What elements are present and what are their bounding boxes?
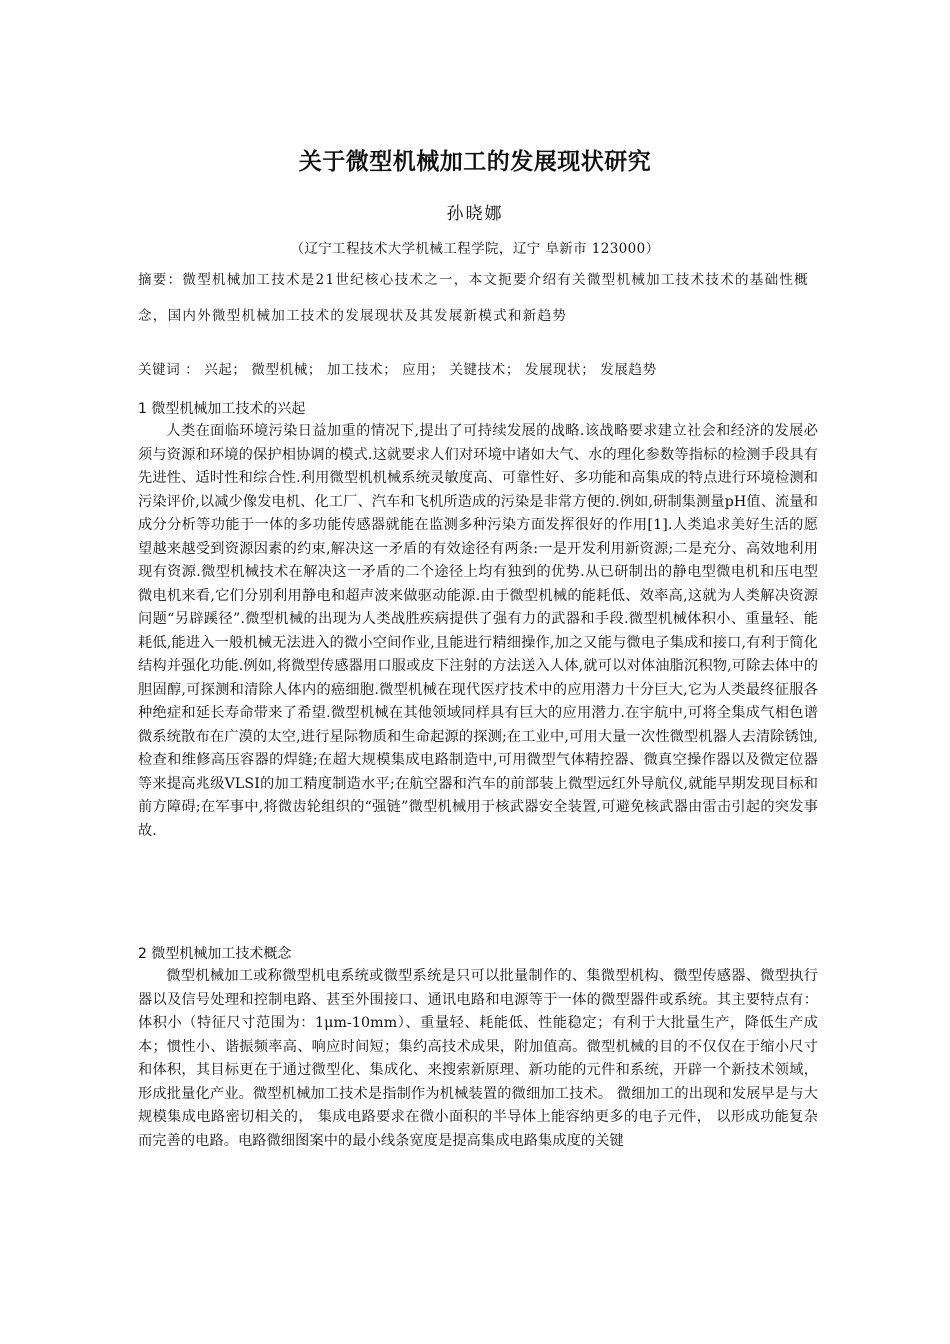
author-affiliation: （辽宁工程技术大学机械工程学院，辽宁 阜新市 123000）: [290, 241, 660, 257]
keyword: 加工技术；: [326, 362, 398, 378]
section-heading: 1 微型机械加工技术的兴起: [138, 401, 306, 417]
section-body: 人类在面临环境污染日益加重的情况下,提出了可持续发展的战略.该战略要求建立社会和经济的发展必须与资源和环境的保护相协调的模式.这就要求人们对环境中诸如大气、水的理化参数等指标的检测手段具有先进性、适时性和综合性.利用微型机机械系统灵敏度高、可靠性好、多功能和高集成的特点进行环境检测和污染评价,以减少像发电机、化工厂、汽车和飞机所造成的污染是非常方便的.例如,研制集测量pH值、流量和成分分析等功能于一体的多功能传感器就能在监测多种污染方面发挥很好的作用[1].人类追求美好生活的愿望越来越受到资源因素的约束,解决这一矛盾的有效途径有两条:一是开发利用新资源;二是充分、高效地利用现有资源.微型机械技术在解决这一矛盾的二个途径上均有独到的优势.从已研制出的静电型微电机和压电型微电机来看,它们分别利用静电和超声波来做驱动能源.由于微型机械的能耗低、效率高,这就为人类解决资源问题“另辟蹊径”.微型机械的出现为人类战胜疾病提供了强有力的武器和手段.微型机械体积小、重量轻、能耗低,能进入一般机械无法进入的微小空间作业,且能进行精细操作,加之又能与微电子集成和接口,有利于简化结构并强化功能.例如,将微型传感器用口服或皮下注射的方法送入人体,就可以对体油脂沉积物,可除去体中的胆固醇,可探测和清除人体内的癌细胞.微型机械在现代医疗技术中的应用潜力十分巨大,它为人类最终征服各种绝症和延长寿命带来了希望.微型机械在其他领域同样具有巨大的应用潜力.在宇航中,可将全集成气相色谱微系统散布在广漠的太空,进行星际物质和生命起源的探测;在工业中,可用大量一次性微型机器人去清除锈蚀,检查和维修高压容器的焊缝;在超大规模集成电路制造中,可用微型气体精控器、微真空操作器以及微定位器等来提高兆级VLSI的加工精度制造水平;在航空器和汽车的前部装上微型远红外导航仪,就能早期发现目标和前方障碍;在军事中,将微齿轮组织的“强链”微型机械用于核武器安全装置,可避免核武器由雷击引起的突发事故.: [138, 423, 818, 839]
keyword: 发展趋势: [600, 362, 657, 378]
keyword: 发展现状；: [524, 362, 596, 378]
keyword: 兴起；: [204, 362, 247, 378]
paper-title: 关于微型机械加工的发展现状研究: [298, 149, 652, 175]
keyword: 关键技术；: [449, 362, 520, 378]
keywords-line: [138, 358, 818, 382]
keywords-label: 关键词 ：: [138, 362, 200, 378]
section-heading: 2 微型机械加工技术概念: [138, 946, 292, 962]
abstract: 摘要：微型机械加工技术是21世纪核心技术之一，本文扼要介绍有关微型机械加工技术技术的基础性概念，国内外微型机械加工技术的发展现状及其发展新模式和新趋势: [138, 272, 809, 324]
keyword: 应用；: [402, 362, 445, 378]
keyword: 微型机械；: [251, 362, 322, 378]
author-name: 孙晓娜: [446, 204, 504, 224]
section-body: 微型机械加工或称微型机电系统或微型系统是只可以批量制作的、集微型机构、微型传感器、微型执行器以及信号处理和控制电路、甚至外围接口、通讯电路和电源等于一体的微型器件或系统。其主要特点有：体积小（特征尺寸范围为：1μm-10mm）、重量轻、耗能低、性能稳定；有利于大批量生产，降低生产成本；惯性小、谐振频率高、响应时间短；集约高技术成果，附加值高。微型机械的目的不仅仅在于缩小尺寸和体积，其目标更在于通过微型化、集成化、来搜索新原理、新功能的元件和系统，开辟一个新技术领域，形成批量化产业。微型机械加工技术是指制作为机械装置的微细加工技术。 微细加工的出现和发展早是与大规模集成电路密切相关的， 集成电路要求在微小面积的半导体上能容纳更多的电子元件， 以形成功能复杂而完善的电路。电路微细图案中的最小线条宽度是提高集成电路集成度的关键: [138, 968, 818, 1149]
